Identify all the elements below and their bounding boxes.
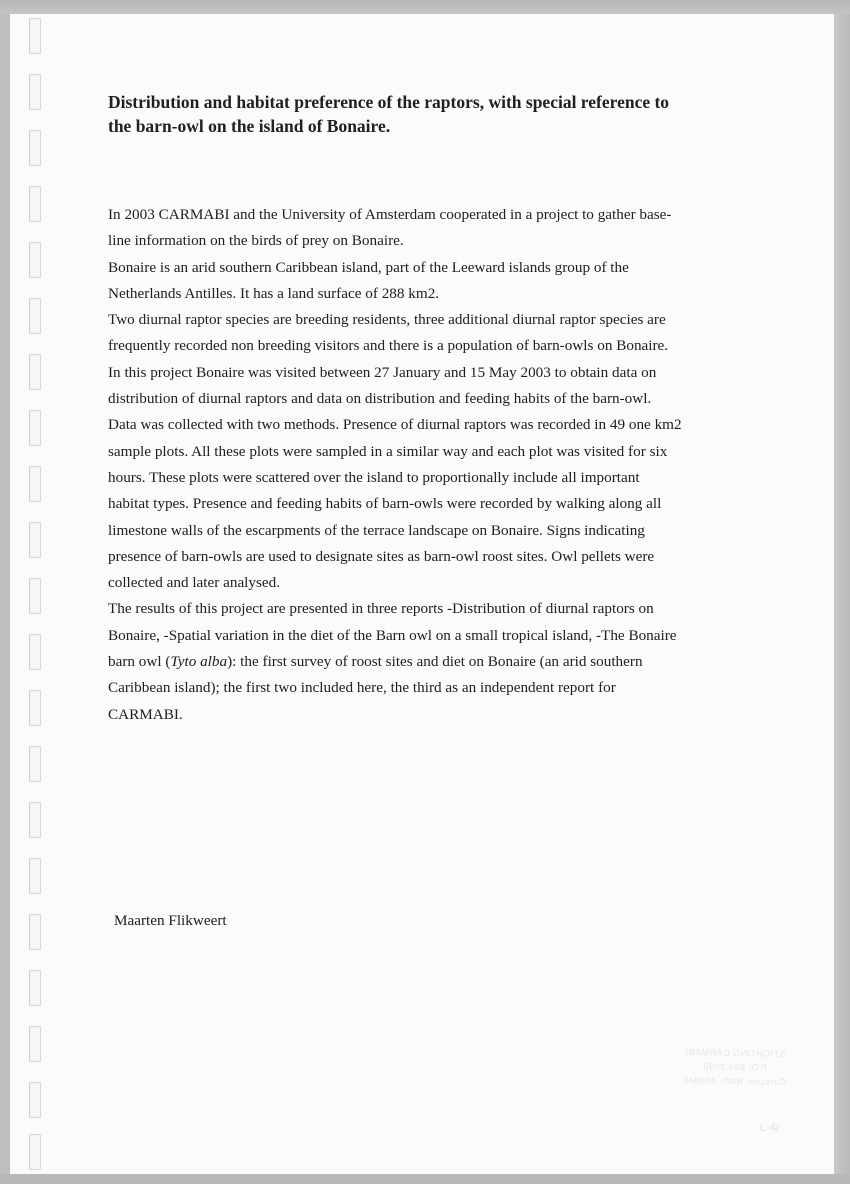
- binding-hole: [29, 298, 41, 334]
- text-line: Two diurnal raptor species are breeding residents, three additional diurnal raptor species are: [108, 311, 666, 329]
- text-line: The results of this project are presented in three reports -Distribution of diurnal raptors on: [108, 600, 654, 618]
- species-name-italic: Tyto alba: [170, 653, 228, 671]
- binding-hole: [29, 690, 41, 726]
- paragraph-intro: [108, 202, 748, 255]
- text-line: line information on the birds of prey on Bonaire.: [108, 232, 404, 250]
- binding-hole: [29, 18, 41, 54]
- text-line: limestone walls of the escarpments of the terrace landscape on Bonaire. Signs indicating: [108, 521, 645, 539]
- binding-hole: [29, 186, 41, 222]
- binding-hole: [29, 466, 41, 502]
- document-body: [108, 202, 748, 728]
- text-line: Bonaire is an arid southern Caribbean island, part of the Leeward islands group of the: [108, 258, 629, 276]
- title-line: the barn-owl on the island of Bonaire.: [108, 116, 391, 136]
- author-name: Maarten Flikweert: [114, 912, 227, 929]
- document-content: [108, 90, 748, 723]
- paragraph-methods: [108, 412, 748, 596]
- text-line: sample plots. All these plots were sampled in a similar way and each plot was visited for six: [108, 442, 668, 460]
- text-line: Caribbean island); the first two included here, the third as an independent report for: [108, 679, 616, 697]
- binding-hole: [29, 802, 41, 838]
- binding-hole: [29, 522, 41, 558]
- binding-hole: [29, 1134, 41, 1170]
- stamp-line: STICHTING CARMABI: [684, 1047, 786, 1059]
- binding-hole: [29, 1026, 41, 1062]
- binding-hole: [29, 858, 41, 894]
- binding-hole: [29, 242, 41, 278]
- text-segment: barn owl (: [108, 653, 171, 671]
- stamp-line: Curaçao, Neth. Antilles: [683, 1075, 787, 1087]
- binding-hole: [29, 410, 41, 446]
- paragraph-island: [108, 255, 748, 308]
- scan-background-right: [834, 14, 850, 1184]
- binding-hole: [29, 970, 41, 1006]
- binding-hole: [29, 354, 41, 390]
- text-line: In this project Bonaire was visited between 27 January and 15 May 2003 to obtain data on: [108, 363, 657, 381]
- title-line: Distribution and habitat preference of the raptors, with special reference to: [108, 92, 670, 112]
- text-line: [108, 653, 643, 670]
- paragraph-species: [108, 307, 748, 360]
- scan-background-bottom: [0, 1174, 850, 1184]
- text-line: collected and later analysed.: [108, 574, 281, 592]
- faint-stamp: [660, 1045, 811, 1090]
- text-line: distribution of diurnal raptors and data on distribution and feeding habits of the barn-owl.: [108, 390, 652, 408]
- text-line: presence of barn-owls are used to designate sites as barn-owl roost sites. Owl pellets were: [108, 547, 655, 565]
- text-line: habitat types. Presence and feeding habits of barn-owls were recorded by walking along all: [108, 495, 662, 513]
- text-line: Bonaire, -Spatial variation in the diet of the Barn owl on a small tropical island, -The Bonaire: [108, 626, 677, 644]
- text-line: hours. These plots were scattered over the island to proportionally include all important: [108, 468, 640, 486]
- binding-hole: [29, 74, 41, 110]
- text-line: Data was collected with two methods. Presence of diurnal raptors was recorded in 49 one km2: [108, 416, 682, 434]
- stamp-line: P.O. Box 2090: [702, 1061, 768, 1073]
- text-segment: ): the first survey of roost sites and diet on Bonaire (an arid southern: [227, 653, 643, 671]
- binding-holes: [29, 18, 47, 1168]
- binding-hole: [29, 914, 41, 950]
- text-line: Netherlands Antilles. It has a land surface of 288 km2.: [108, 284, 440, 302]
- pencil-note: L-4/: [760, 1122, 779, 1134]
- binding-hole: [29, 578, 41, 614]
- text-line: In 2003 CARMABI and the University of Amsterdam cooperated in a project to gather base-: [108, 206, 672, 223]
- text-line: CARMABI.: [108, 705, 183, 723]
- binding-hole: [29, 634, 41, 670]
- scan-background-top: [0, 0, 850, 14]
- paragraph-results: [108, 596, 748, 727]
- paragraph-visit: [108, 360, 748, 413]
- binding-hole: [29, 130, 41, 166]
- document-title: [108, 90, 748, 138]
- binding-hole: [29, 746, 41, 782]
- binding-hole: [29, 1082, 41, 1118]
- text-line: frequently recorded non breeding visitors and there is a population of barn-owls on Bonaire.: [108, 337, 669, 355]
